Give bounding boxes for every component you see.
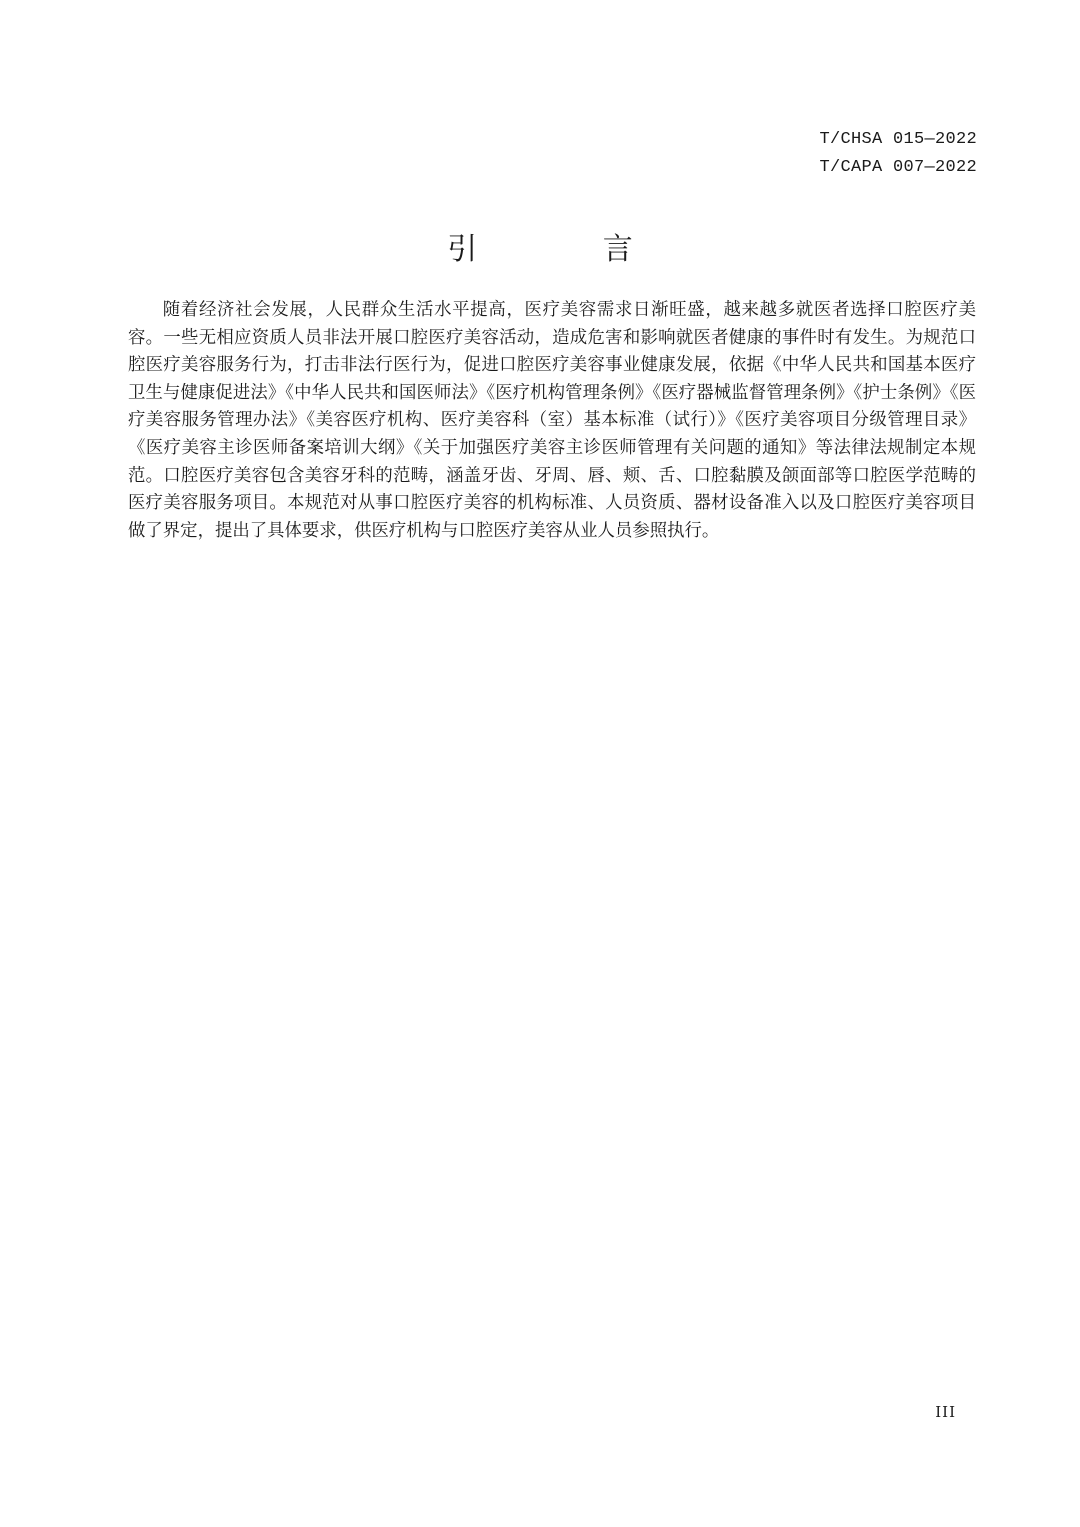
page-number: III [935, 1403, 956, 1421]
standard-code-chsa: T/CHSA 015—2022 [819, 130, 977, 149]
page-title: 引 言 [447, 232, 691, 267]
standard-code-capa: T/CAPA 007—2022 [819, 158, 977, 177]
intro-paragraph: 随着经济社会发展，人民群众生活水平提高，医疗美容需求日渐旺盛，越来越多就医者选择口腔医疗美容。一些无相应资质人员非法开展口腔医疗美容活动，造成危害和影响就医者健康的事件时有发生。为规范口腔医疗美容服务行为，打击非法行医行为，促进口腔医疗美容事业健康发展，依据《中华人民共和国基本医疗卫生与健康促进法》《中华人民共和国医师法》《医疗机构管理条例》《医疗器械监督管理条例》《护士条例》《医疗美容服务管理办法》《美容医疗机构、医疗美容科（室）基本标准（试行）》《医疗美容项目分级管理目录》《医疗美容主诊医师备案培训大纲》《关于加强医疗美容主诊医师管理有关问题的通知》等法律法规制定本规范。口腔医疗美容包含美容牙科的范畴，涵盖牙齿、牙周、唇、颊、舌、口腔黏膜及颌面部等口腔医学范畴的医疗美容服务项目。本规范对从事口腔医疗美容的机构标准、人员资质、器材设备准入以及口腔医疗美容项目做了界定，提出了具体要求，供医疗机构与口腔医疗美容从业人员参照执行。 [128, 300, 976, 541]
standard-codes [819, 126, 977, 182]
